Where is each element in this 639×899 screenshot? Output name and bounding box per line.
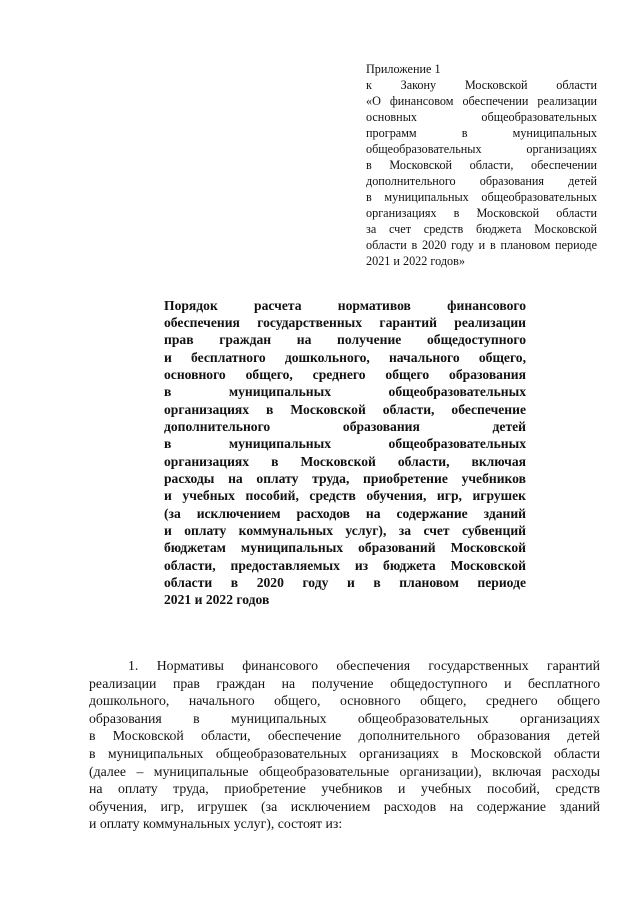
- appendix-line: за счет средств бюджета Московской: [366, 222, 597, 236]
- body-line: обучения, игр, игрушек (за исключением расходов на содержание зданий: [89, 799, 600, 814]
- body-line: дошкольного, начального общего, основного общего, среднего общего: [89, 693, 600, 708]
- body-line: реализации прав граждан на получение общедоступного и бесплатного: [89, 676, 600, 691]
- title-line: основного общего, среднего общего образования: [164, 367, 526, 382]
- body-line: (далее – муниципальные общеобразовательные организации), включая расходы: [89, 764, 600, 779]
- appendix-line: «О финансовом обеспечении реализации: [366, 94, 597, 108]
- title-line: Порядок расчета нормативов финансового: [164, 298, 526, 313]
- title-line: в муниципальных общеобразовательных: [164, 436, 526, 451]
- appendix-line: к Закону Московской области: [366, 78, 597, 92]
- appendix-line: организациях в Московской области: [366, 206, 597, 220]
- title-line: дополнительного образования детей: [164, 419, 526, 434]
- title-line: расходы на оплату труда, приобретение учебников: [164, 471, 526, 486]
- body-line: в муниципальных общеобразовательных организациях в Московской области: [89, 746, 600, 761]
- title-line: организациях в Московской области, обеспечение: [164, 402, 526, 417]
- title-line: (за исключением расходов на содержание зданий: [164, 506, 526, 521]
- title-line: обеспечения государственных гарантий реализации: [164, 315, 526, 330]
- appendix-line: основных общеобразовательных: [366, 110, 597, 124]
- appendix-line: Приложение 1: [366, 62, 441, 76]
- appendix-line: области в 2020 году и в плановом периоде: [366, 238, 597, 252]
- title-line: бюджетам муниципальных образований Московской: [164, 540, 526, 555]
- body-line: в Московской области, обеспечение дополнительного образования детей: [89, 728, 600, 743]
- title-line: организациях в Московской области, включая: [164, 454, 526, 469]
- body-line: и оплату коммунальных услуг), состоят из:: [89, 816, 343, 831]
- body-line: на оплату труда, приобретение учебников и учебных пособий, средств: [89, 781, 600, 796]
- body-line: 1. Нормативы финансового обеспечения государственных гарантий: [128, 658, 600, 673]
- title-line: и учебных пособий, средств обучения, игр, игрушек: [164, 488, 526, 503]
- appendix-line: дополнительного образования детей: [366, 174, 597, 188]
- title-line: 2021 и 2022 годов: [164, 592, 270, 607]
- appendix-line: в муниципальных общеобразовательных: [366, 190, 597, 204]
- appendix-line: программ в муниципальных: [366, 126, 597, 140]
- title-line: области в 2020 году и в плановом периоде: [164, 575, 526, 590]
- appendix-line: в Московской области, обеспечении: [366, 158, 597, 172]
- appendix-line: общеобразовательных организациях: [366, 142, 597, 156]
- title-line: прав граждан на получение общедоступного: [164, 332, 526, 347]
- body-line: образования в муниципальных общеобразовательных организациях: [89, 711, 600, 726]
- appendix-line: 2021 и 2022 годов»: [366, 254, 465, 268]
- title-line: в муниципальных общеобразовательных: [164, 384, 526, 399]
- title-line: области, предоставляемых из бюджета Московской: [164, 558, 526, 573]
- title-line: и оплату коммунальных услуг), за счет субвенций: [164, 523, 526, 538]
- title-line: и бесплатного дошкольного, начального общего,: [164, 350, 526, 365]
